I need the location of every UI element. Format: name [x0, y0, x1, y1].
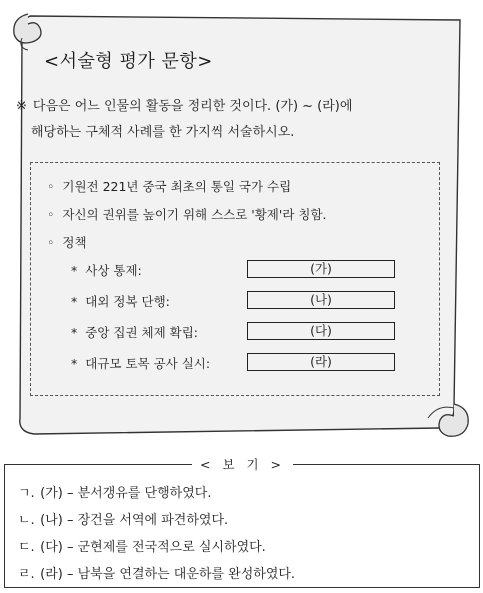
policy-item: * 대외 정복 단행: — [71, 294, 170, 309]
star-icon: * — [71, 356, 78, 371]
option-item: ㄹ. (라) – 남북을 연결하는 대운하를 완성하였다. — [18, 567, 296, 582]
policy-item: * 사상 통제: — [71, 263, 142, 278]
policy-item: * 중앙 집권 체제 확립: — [71, 325, 198, 340]
note-mark: ※ — [16, 99, 27, 114]
bullet-icon: ◦ — [47, 207, 55, 222]
answer-slot: (나) — [247, 291, 395, 309]
answer-slot: (라) — [247, 353, 395, 371]
info-item: ◦ 기원전 221년 중국 최초의 통일 국가 수립 — [47, 179, 292, 194]
question-line-1: 다음은 어느 인물의 활동을 정리한 것이다. (가) ~ (라)에 — [32, 99, 353, 114]
option-item: ㄱ. (가) – 분서갱유를 단행하였다. — [18, 486, 212, 501]
option-item: ㄷ. (다) – 군현제를 전국적으로 실시하였다. — [18, 540, 266, 555]
answer-slot: (다) — [247, 322, 395, 340]
info-item: ◦ 정책 — [47, 235, 87, 250]
options-title: < 보 기 > — [192, 455, 293, 473]
option-item: ㄴ. (나) – 장건을 서역에 파견하였다. — [18, 513, 229, 528]
star-icon: * — [71, 263, 78, 278]
question-line-2: 해당하는 구체적 사례를 한 가지씩 서술하시오. — [31, 125, 295, 140]
options-box — [4, 464, 480, 588]
page-title: <서술형 평가 문항> — [44, 51, 213, 72]
star-icon: * — [71, 294, 78, 309]
answer-slot: (가) — [247, 260, 395, 278]
question-text — [16, 94, 464, 146]
star-icon: * — [71, 325, 78, 340]
policy-item: * 대규모 토목 공사 실시: — [71, 356, 211, 371]
info-box — [30, 162, 440, 396]
bullet-icon: ◦ — [47, 235, 55, 250]
info-item: ◦ 자신의 권위를 높이기 위해 스스로 '황제'라 칭함. — [47, 207, 327, 222]
bullet-icon: ◦ — [47, 179, 55, 194]
